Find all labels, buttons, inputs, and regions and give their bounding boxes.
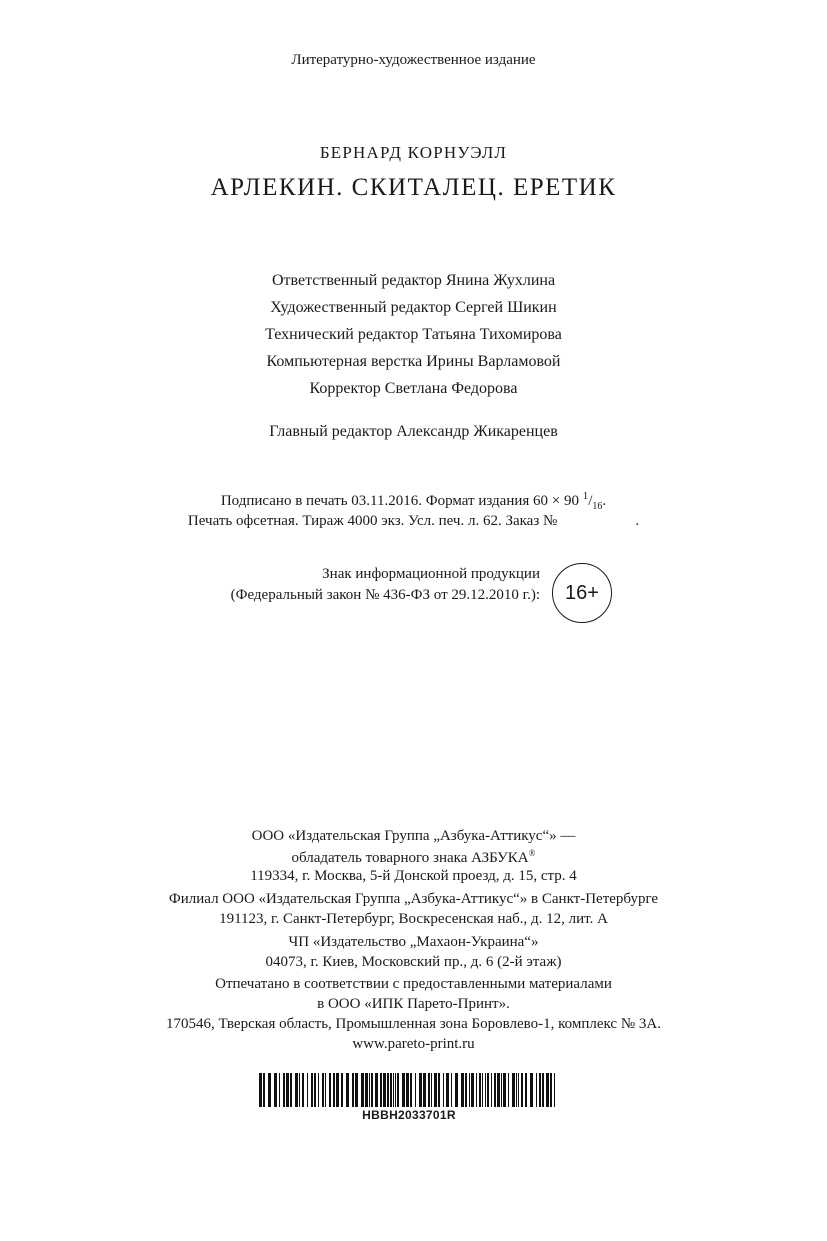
- barcode-bar: [554, 1073, 555, 1107]
- print-info-line-1: [0, 490, 827, 512]
- age-sign-label-line-1: Знак информационной продукции: [322, 566, 540, 582]
- credit-line-art-editor: Художественный редактор Сергей Шикин: [270, 299, 557, 316]
- barcode-bar: [341, 1073, 343, 1107]
- barcode-bar: [455, 1073, 458, 1107]
- barcode-bar: [369, 1073, 370, 1107]
- publisher-line-3: 119334, г. Москва, 5-й Донской проезд, д. 15, стр. 4: [250, 868, 577, 884]
- barcode-bar: [365, 1073, 368, 1107]
- barcode-bar: [325, 1073, 326, 1107]
- publisher-line-6: ЧП «Издательство „Махаон-Украина“»: [288, 934, 539, 950]
- barcode-bar: [299, 1073, 300, 1107]
- barcode-bar: [494, 1073, 496, 1107]
- barcode-bar: [406, 1073, 409, 1107]
- format-fraction: [582, 490, 603, 512]
- barcode-bar: [491, 1073, 492, 1107]
- trademark-text: обладатель товарного знака АЗБУКА: [291, 850, 529, 866]
- barcode-bar: [525, 1073, 527, 1107]
- barcode-bar: [512, 1073, 515, 1107]
- barcode-bar: [383, 1073, 386, 1107]
- publisher-line-2: [0, 848, 827, 867]
- author-name: БЕРНАРД КОРНУЭЛЛ: [319, 143, 508, 162]
- barcode-bar: [333, 1073, 335, 1107]
- barcode-bar: [322, 1073, 324, 1107]
- barcode-bar: [415, 1073, 416, 1107]
- barcode-bar: [311, 1073, 313, 1107]
- age-rating-badge: [552, 563, 612, 623]
- credit-line-technical-editor: Технический редактор Татьяна Тихомирова: [265, 326, 562, 343]
- barcode-bar: [336, 1073, 339, 1107]
- barcode-bar: [536, 1073, 537, 1107]
- age-rating-text: 16+: [565, 581, 599, 604]
- age-sign-label-line-2: (Федеральный закон № 436-ФЗ от 29.12.2010 г.):: [230, 587, 540, 603]
- barcode-bar: [402, 1073, 405, 1107]
- barcode-bar: [461, 1073, 464, 1107]
- credit-line-proofreader: Корректор Светлана Федорова: [309, 380, 518, 397]
- barcode-bar: [355, 1073, 358, 1107]
- barcode-bar: [443, 1073, 444, 1107]
- book-title: АРЛЕКИН. СКИТАЛЕЦ. ЕРЕТИК: [210, 174, 617, 201]
- barcode-bar: [469, 1073, 470, 1107]
- barcode-bar: [393, 1073, 394, 1107]
- barcode-bar: [307, 1073, 308, 1107]
- barcode-bar: [451, 1073, 452, 1107]
- publisher-line-4: Филиал ООО «Издательская Группа „Азбука-Аттикус“» в Санкт-Петербурге: [168, 891, 659, 907]
- format-numerator: 1: [582, 490, 589, 502]
- barcode-bar: [302, 1073, 304, 1107]
- barcode-bar: [263, 1073, 265, 1107]
- barcode-bar: [274, 1073, 277, 1107]
- print-info-text: Подписано в печать 03.11.2016. Формат издания 60 × 90: [220, 493, 579, 509]
- publisher-line-5: 191123, г. Санкт-Петербург, Воскресенская наб., д. 12, лит. А: [219, 911, 608, 927]
- publisher-line-10: 170546, Тверская область, Промышленная зона Боровлево-1, комплекс № 3А.: [166, 1016, 661, 1032]
- barcode-bar: [518, 1073, 519, 1107]
- barcode-bar: [487, 1073, 489, 1107]
- barcode-bar: [259, 1073, 262, 1107]
- barcode-bar: [438, 1073, 440, 1107]
- barcode-bar: [530, 1073, 533, 1107]
- format-slash: /: [588, 493, 593, 509]
- barcode-bar: [419, 1073, 422, 1107]
- edition-type: Литературно-художественное издание: [291, 52, 536, 68]
- barcode-image: [259, 1073, 559, 1107]
- barcode-bar: [482, 1073, 483, 1107]
- barcode-bar: [501, 1073, 502, 1107]
- barcode-bar: [390, 1073, 392, 1107]
- barcode-bar: [434, 1073, 437, 1107]
- barcode-bar: [352, 1073, 354, 1107]
- barcode-bar: [476, 1073, 477, 1107]
- publisher-line-8: Отпечатано в соответствии с предоставленными материалами: [215, 976, 612, 992]
- barcode-bar: [503, 1073, 506, 1107]
- barcode-bar: [428, 1073, 430, 1107]
- barcode-bar: [479, 1073, 481, 1107]
- barcode-bar: [485, 1073, 486, 1107]
- barcode-bar: [361, 1073, 364, 1107]
- publisher-line-7: 04073, г. Киев, Московский пр., д. 6 (2-й этаж): [265, 954, 562, 970]
- barcode-bar: [471, 1073, 474, 1107]
- barcode-bar: [268, 1073, 271, 1107]
- barcode-bar: [314, 1073, 316, 1107]
- barcode-bar: [283, 1073, 285, 1107]
- print-info-end: .: [602, 493, 607, 509]
- barcode-bar: [550, 1073, 552, 1107]
- barcode-bar: [279, 1073, 280, 1107]
- barcode-bar: [286, 1073, 289, 1107]
- barcode-bar: [371, 1073, 373, 1107]
- barcode-bar: [395, 1073, 396, 1107]
- barcode-bar: [290, 1073, 292, 1107]
- barcode-bar: [295, 1073, 298, 1107]
- barcode-bar: [465, 1073, 467, 1107]
- barcode-bar: [346, 1073, 349, 1107]
- barcode-bar: [431, 1073, 432, 1107]
- barcode-bar: [380, 1073, 382, 1107]
- barcode-bar: [521, 1073, 523, 1107]
- format-denominator: 16: [592, 501, 603, 512]
- chief-editor: Главный редактор Александр Жикаренцев: [269, 423, 558, 440]
- publisher-line-1: ООО «Издательская Группа „Азбука-Аттикус“» —: [251, 828, 576, 844]
- registered-mark: ®: [528, 848, 536, 858]
- barcode-number: HBBH2033701R: [362, 1108, 456, 1122]
- publisher-line-9: в ООО «ИПК Парето-Принт».: [317, 996, 510, 1012]
- barcode-bar: [387, 1073, 389, 1107]
- age-sign-label: [200, 564, 540, 606]
- barcode-bar: [375, 1073, 378, 1107]
- barcode-bar: [423, 1073, 426, 1107]
- publisher-line-11: www.pareto-print.ru: [352, 1036, 475, 1052]
- barcode-bar: [516, 1073, 517, 1107]
- barcode-bar: [508, 1073, 509, 1107]
- credit-line-executive-editor: Ответственный редактор Янина Жухлина: [271, 272, 556, 289]
- barcode-bar: [410, 1073, 412, 1107]
- barcode-bar: [329, 1073, 331, 1107]
- barcode-bar: [539, 1073, 541, 1107]
- credit-line-layout: Компьютерная верстка Ирины Варламовой: [266, 353, 561, 370]
- barcode-bar: [397, 1073, 399, 1107]
- barcode-bar: [542, 1073, 544, 1107]
- barcode-bar: [546, 1073, 549, 1107]
- barcode-bar: [318, 1073, 319, 1107]
- print-info-text-2: Печать офсетная. Тираж 4000 экз. Усл. печ. л. 62. Заказ №: [187, 513, 558, 529]
- print-info-line-2: [0, 513, 827, 530]
- barcode-bar: [446, 1073, 449, 1107]
- barcode-bar: [497, 1073, 500, 1107]
- print-info-end-2: .: [635, 513, 640, 529]
